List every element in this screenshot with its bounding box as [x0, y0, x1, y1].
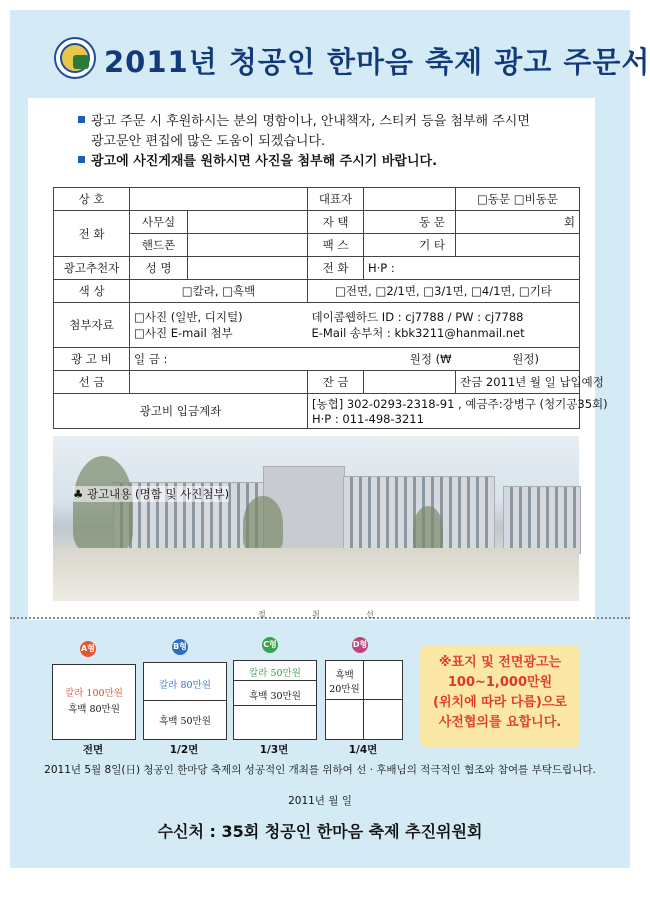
date-line: 2011년 월 일	[288, 795, 352, 807]
fee-label: 광 고 비	[54, 348, 130, 371]
representative-label: 대표자	[308, 188, 364, 211]
promo-notice	[420, 645, 580, 747]
request-text: 2011년 5월 8일(日) 청공인 한마당 축제의 성공적인 개최를 위하여 선 · 후배님의 적극적인 협조와 참여를 부탁드립니다.	[44, 764, 596, 776]
promo-line-1: ※표지 및 전면광고는	[438, 655, 562, 670]
order-form-table	[53, 187, 608, 429]
office-field[interactable]	[188, 211, 308, 234]
page-title: 2011년 청공인 한마음 축제 광고 주문서	[104, 45, 650, 79]
type-d-badge: D형	[352, 637, 368, 653]
type-c-badge: C형	[262, 637, 278, 653]
type-a-price-bw: 흑백 80만원	[68, 704, 120, 715]
type-c-price-bw: 흑백 30만원	[249, 691, 301, 702]
type-b-badge: B형	[172, 639, 188, 655]
deposit-field[interactable]	[130, 371, 308, 394]
alumni-col-label: 동 문	[364, 211, 456, 234]
promo-line-3: (위치에 따라 다름)으로	[433, 695, 567, 710]
name-field[interactable]	[188, 257, 308, 280]
size-options[interactable]: □전면, □2/1면, □3/1면, □4/1면, □기타	[308, 280, 580, 303]
email-info: E-Mail 송부처 : kbk3211@hanmail.net	[311, 326, 525, 340]
balance-field[interactable]	[364, 371, 456, 394]
balance-note: 잔금 2011년 월 일 납입예정	[456, 371, 580, 394]
recipient-line: 수신처 : 35회 청공인 한마음 축제 추진위원회	[157, 822, 483, 841]
attach-option-photo[interactable]: □사진 (일반, 디지털)	[134, 310, 243, 324]
instructions	[78, 112, 530, 172]
type-b-label: 1/2면	[169, 744, 199, 756]
company-field[interactable]	[130, 188, 308, 211]
class-unit-label: 회	[456, 211, 580, 234]
phone-label: 전 화	[54, 211, 130, 257]
etc-label: 기 타	[364, 234, 456, 257]
balance-label: 잔 금	[308, 371, 364, 394]
mobile-field[interactable]	[188, 234, 308, 257]
etc-field[interactable]	[456, 234, 580, 257]
type-d-price-line2: 20만원	[329, 684, 360, 695]
type-c-label: 1/3면	[259, 744, 289, 756]
color-label: 색 상	[54, 280, 130, 303]
company-label: 상 호	[54, 188, 130, 211]
type-a-badge: A형	[80, 641, 96, 657]
note-1b: 광고문안 편집에 많은 도움이 되겠습니다.	[91, 134, 326, 149]
fee-won2-label: 원정)	[456, 348, 580, 371]
type-b-price-color: 칼라 80만원	[159, 680, 211, 691]
hp-field[interactable]: H·P :	[364, 257, 580, 280]
bullet-square-icon	[78, 156, 85, 163]
promo-line-2: 100~1,000만원	[447, 675, 553, 690]
note-1a: 광고 주문 시 후원하시는 분의 명함이나, 안내책자, 스티커 등을 첨부해 주시면	[91, 114, 530, 129]
attach-label: 첨부자료	[54, 303, 130, 348]
type-d-label: 1/4면	[348, 744, 378, 756]
type-a-box	[52, 664, 136, 740]
representative-field[interactable]	[364, 188, 456, 211]
office-label: 사무실	[130, 211, 188, 234]
type-d-box	[325, 660, 403, 740]
account-label: 광고비 입금계좌	[54, 394, 308, 429]
type-a-label: 전면	[82, 744, 104, 756]
note-2: 광고에 사진게재를 원하시면 사진을 첨부해 주시기 바랍니다.	[91, 154, 438, 169]
alumni-checkbox[interactable]: □동문	[477, 192, 511, 206]
type-c-box	[233, 660, 317, 740]
cut-char-2: 취	[312, 610, 320, 619]
fee-won-label: 원정 (₩	[308, 348, 456, 371]
mobile-label: 핸드폰	[130, 234, 188, 257]
webhard-info: 데이콤웹하드 ID : cj7788 / PW : cj7788	[311, 310, 524, 324]
type-b-price-bw: 흑백 50만원	[159, 716, 211, 727]
phone2-label: 전 화	[308, 257, 364, 280]
account-hp: H·P : 011-498-3211	[312, 412, 424, 426]
cut-char-1: 절	[258, 610, 266, 619]
school-emblem-icon	[54, 37, 96, 79]
promo-line-4: 사전협의를 요합니다.	[438, 715, 562, 730]
name-label: 성 명	[130, 257, 188, 280]
type-b-box	[143, 662, 227, 740]
school-photo	[53, 436, 579, 601]
home-label: 자 택	[308, 211, 364, 234]
attach-option-email[interactable]: □사진 E-mail 첨부	[134, 326, 233, 340]
deposit-label: 선 금	[54, 371, 130, 394]
cut-char-3: 선	[366, 610, 374, 619]
fee-amount-label: 일 금 :	[130, 348, 308, 371]
non-alumni-checkbox[interactable]: □비동문	[513, 192, 558, 206]
bullet-square-icon	[78, 116, 85, 123]
color-options[interactable]: □칼라, □흑백	[130, 280, 308, 303]
type-c-price-color: 칼라 50만원	[249, 668, 301, 679]
recommender-label: 광고추천자	[54, 257, 130, 280]
account-info: [농협] 302-0293-2318-91 , 예금주:강병구 (청기공35회)	[312, 397, 608, 411]
fax-label: 팩 스	[308, 234, 364, 257]
type-a-price-color: 칼라 100만원	[65, 688, 123, 699]
ad-content-label: ♣ 광고내용 (명함 및 사진첨부)	[73, 487, 230, 501]
type-d-price-line1: 흑백	[335, 670, 354, 681]
cut-line-label	[0, 609, 640, 623]
